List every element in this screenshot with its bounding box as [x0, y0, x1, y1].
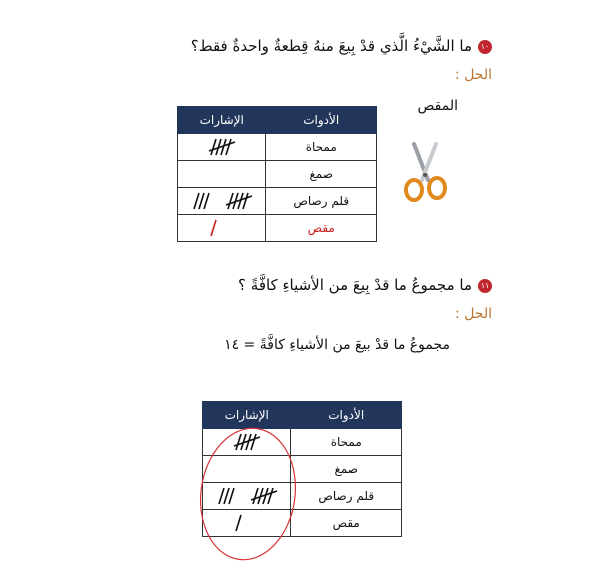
highlight-circle-annotation — [196, 424, 306, 566]
tally-table-1 — [177, 106, 377, 242]
tally-stroke — [226, 139, 231, 155]
question-10-number: ١٠ — [478, 40, 492, 54]
table-2-tool: صمغ — [291, 456, 402, 483]
table-1-header-tools: الأدوات — [266, 107, 377, 134]
table-row — [178, 161, 377, 188]
tally-marks — [178, 215, 266, 242]
question-11-answer: مجموعُ ما قدْ بيعَ من الأشياءِ كافَّةً = ١٤ — [224, 337, 450, 353]
question-10-solution-label: الحل : — [455, 67, 492, 83]
question-10 — [191, 37, 492, 55]
tally-svg — [178, 188, 266, 214]
question-11-solution-label: الحل : — [455, 306, 492, 322]
question-11-number: ١١ — [478, 279, 492, 293]
table-1-tool: قلم رصاص — [266, 188, 377, 215]
table-row — [178, 215, 377, 242]
tally-svg — [178, 215, 266, 241]
tally-stroke — [211, 220, 216, 236]
question-11 — [238, 276, 492, 294]
tally-stroke — [243, 193, 248, 209]
table-row — [178, 134, 377, 161]
question-10-answer: المقص — [417, 98, 458, 114]
tally-stroke — [194, 193, 199, 209]
tally-marks — [178, 188, 266, 215]
tally-stroke — [199, 193, 204, 209]
table-1-header-marks: الإشارات — [178, 107, 266, 134]
table-2-tool: مقص — [291, 510, 402, 537]
tally-marks — [178, 134, 266, 161]
table-2-tool: ممحاة — [291, 429, 402, 456]
tally-stroke — [204, 193, 209, 209]
table-row — [178, 188, 377, 215]
table-2-header-tools: الأدوات — [291, 402, 402, 429]
table-1-tool-highlighted: مقص — [266, 215, 377, 242]
table-2-header-marks: الإشارات — [203, 402, 291, 429]
question-10-text: ما الشَّيْءُ الَّذي قدْ بِيعَ منهُ قِطعةٌ واحدةٌ فقط؟ — [190, 37, 472, 55]
table-1-tool: صمغ — [266, 161, 377, 188]
table-2-tool: قلم رصاص — [291, 483, 402, 510]
tally-svg — [178, 134, 266, 160]
table-1-tool: ممحاة — [266, 134, 377, 161]
scissors-icon — [400, 142, 450, 204]
tally-stroke — [211, 139, 216, 155]
tally-marks — [178, 161, 266, 188]
question-11-text: ما مجموعُ ما قدْ بِيعَ من الأشياءِ كافَّةً ؟ — [238, 276, 472, 294]
tally-stroke — [228, 193, 233, 209]
